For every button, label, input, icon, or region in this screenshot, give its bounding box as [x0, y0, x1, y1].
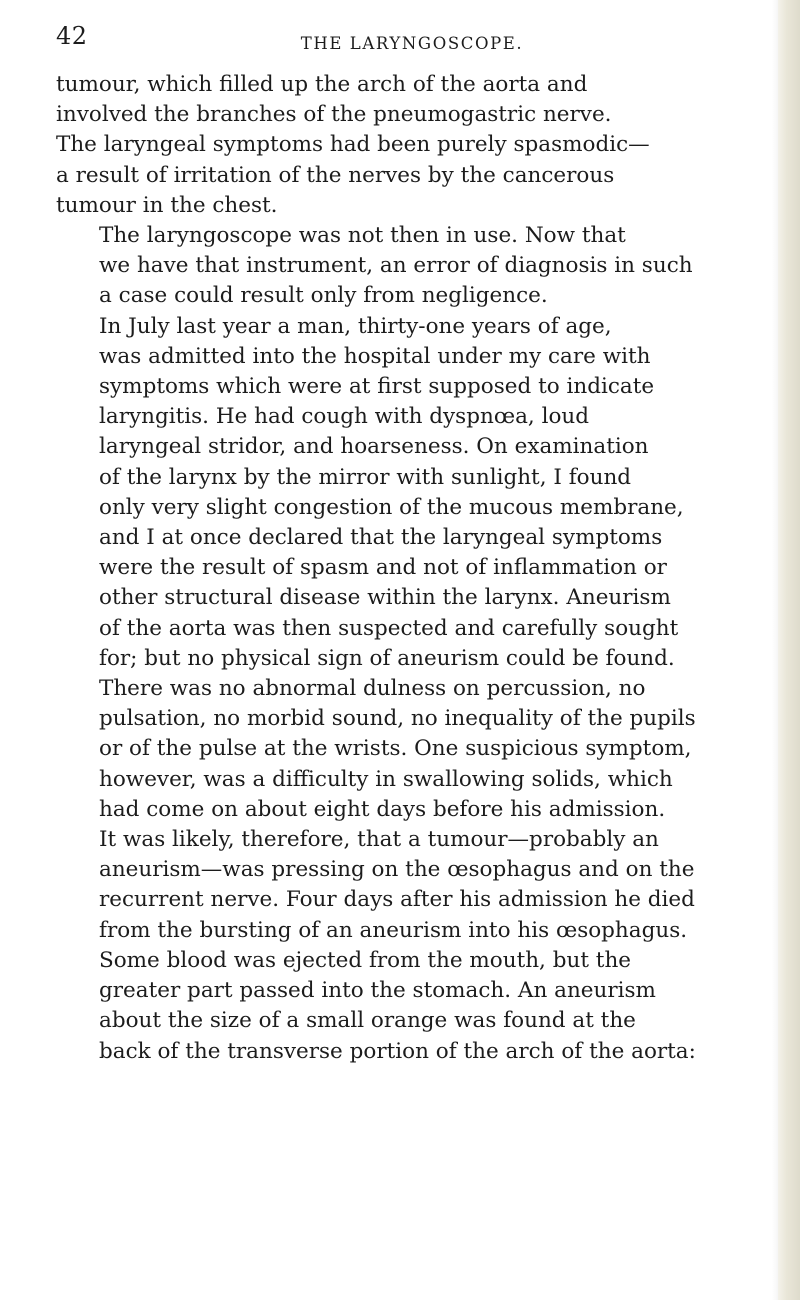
text-line: were the result of spasm and not of inflammation or	[99, 555, 667, 581]
text-line: involved the branches of the pneumogastric nerve.	[56, 102, 612, 128]
text-line: tumour, which filled up the arch of the aorta and	[56, 72, 588, 97]
text-line: about the size of a small orange was found at the	[99, 1008, 636, 1034]
text-line: of the larynx by the mirror with sunlight, I found	[99, 464, 632, 490]
text-line: laryngitis. He had cough with dyspnœa, loud	[99, 404, 589, 430]
text-line: greater part passed into the stomach. An aneurism	[99, 978, 656, 1004]
text-line: a result of irritation of the nerves by the cancerous	[56, 162, 615, 188]
text-line: we have that instrument, an error of diagnosis in such	[99, 253, 693, 279]
text-line: a case could result only from negligence.	[99, 283, 548, 309]
text-line: however, was a difficulty in swallowing solids, which	[99, 766, 673, 792]
text-line: and I at once declared that the laryngeal symptoms	[99, 525, 663, 551]
text-line: laryngeal stridor, and hoarseness. On examination	[99, 434, 649, 460]
paragraph	[56, 312, 768, 1067]
paragraph	[56, 221, 768, 312]
text-line: from the bursting of an aneurism into his œsophagus.	[99, 917, 688, 943]
text-line: There was no abnormal dulness on percussion, no	[99, 676, 646, 702]
paragraph	[56, 70, 768, 221]
text-line: symptoms which were at first supposed to indicate	[99, 374, 655, 400]
text-line: pulsation, no morbid sound, no inequality of the pupils	[99, 706, 696, 732]
body-text	[56, 70, 768, 1067]
text-line: was admitted into the hospital under my care with	[99, 343, 651, 369]
text-line: aneurism—was pressing on the œsophagus and on the	[99, 857, 695, 883]
text-line: back of the transverse portion of the arch of the aorta:	[99, 1038, 696, 1064]
text-line: In July last year a man, thirty-one years of age,	[99, 313, 612, 339]
text-line: It was likely, therefore, that a tumour—probably an	[99, 827, 659, 853]
text-line: for; but no physical sign of aneurism could be found.	[99, 645, 675, 671]
text-line: The laryngeal symptoms had been purely spasmodic—	[56, 132, 650, 158]
text-line: Some blood was ejected from the mouth, but the	[99, 947, 632, 973]
text-line: or of the pulse at the wrists. One suspicious symptom,	[99, 736, 692, 762]
text-line: of the aorta was then suspected and carefully sought	[99, 615, 679, 641]
text-line: recurrent nerve. Four days after his admission he died	[99, 887, 695, 913]
text-line: tumour in the chest.	[56, 192, 278, 218]
page-number: 42	[56, 22, 88, 50]
running-head: THE LARYNGOSCOPE.	[300, 34, 524, 53]
page-edge	[778, 0, 800, 1300]
page-header	[56, 22, 768, 58]
text-line: The laryngoscope was not then in use. Now that	[99, 223, 626, 249]
text-line: had come on about eight days before his admission.	[99, 796, 666, 822]
text-line: other structural disease within the larynx. Aneurism	[99, 585, 671, 611]
text-line: only very slight congestion of the mucous membrane,	[99, 494, 684, 520]
